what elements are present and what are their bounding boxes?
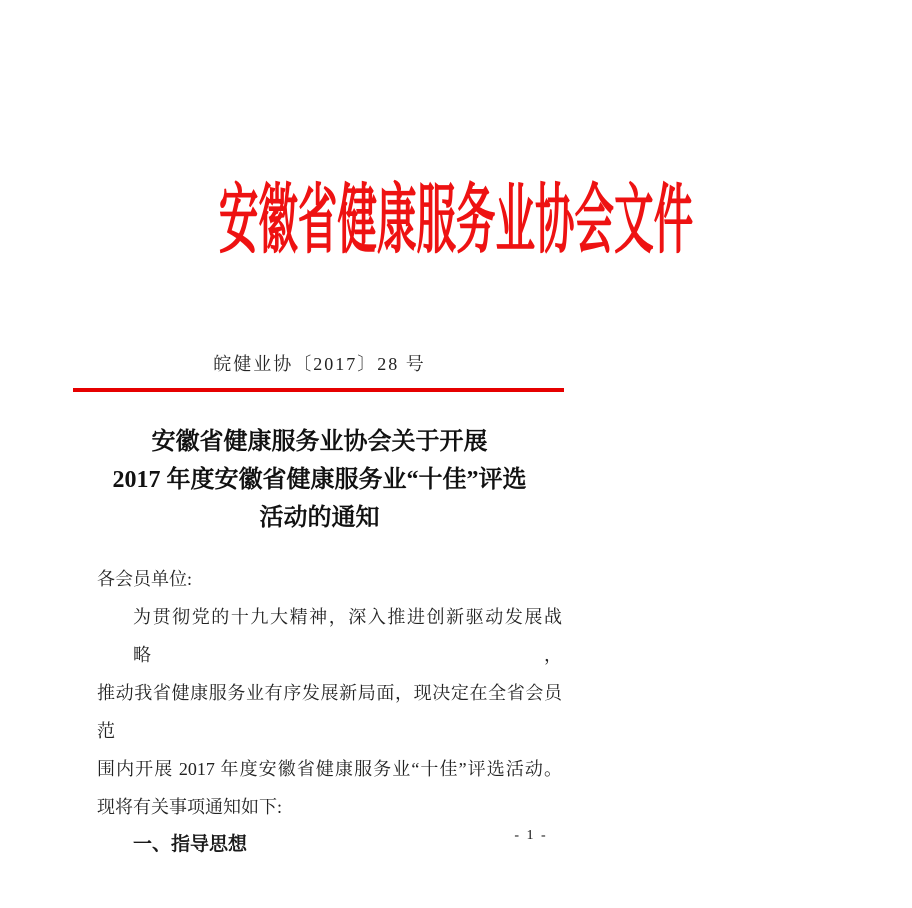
paragraph-line-2: 推动我省健康服务业有序发展新局面，现决定在全省会员范 <box>97 683 562 741</box>
notice-title-line-3: 活动的通知 <box>259 505 380 531</box>
notice-title-line-2: 2017 年度安徽省健康服务业“十佳”评选 <box>112 467 527 493</box>
letterhead-banner <box>0 174 694 268</box>
red-separator-line <box>73 388 564 392</box>
page-number: - 1 - <box>514 828 548 843</box>
paragraph-line-4: 现将有关事项通知如下: <box>97 797 282 817</box>
letterhead-title: 安徽省健康服务业协会文件 <box>218 179 694 263</box>
document-reference-number: 皖健业协〔2017〕28 号 <box>213 354 426 374</box>
document-body <box>97 560 562 864</box>
notice-title-line-1: 安徽省健康服务业协会关于开展 <box>151 429 488 455</box>
paragraph-line-3: 围内开展 2017 年度安徽省健康服务业“十佳”评选活动。 <box>97 759 562 779</box>
salutation: 各会员单位: <box>97 569 193 589</box>
notice-title <box>0 423 639 537</box>
section-heading: 一、指导思想 <box>133 834 248 855</box>
paragraph-line-1: 为贯彻党的十九大精神，深入推进创新驱动发展战略， <box>133 607 562 665</box>
